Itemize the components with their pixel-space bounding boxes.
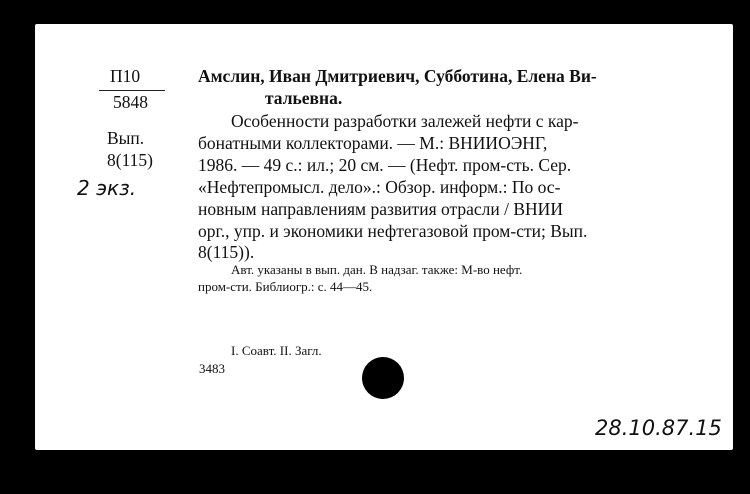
author-heading-line1: Амслин, Иван Дмитриевич, Субботина, Елена Ви-	[198, 66, 597, 86]
catalog-card	[35, 24, 733, 450]
body-line-1: Особенности разработки залежей нефти с кар-	[231, 111, 579, 131]
issue-label: Вып.	[107, 128, 145, 148]
body-line-6: орг., упр. и экономики нефтегазовой пром-сти; Вып.	[198, 221, 588, 241]
note-line-2: пром-сти. Библиогр.: с. 44—45.	[198, 279, 373, 294]
shelfmark-class: П10	[110, 66, 141, 86]
tracing: I. Соавт. II. Загл.	[231, 343, 322, 358]
copies-handwritten-note: 2 экз.	[77, 176, 137, 200]
body-line-4: «Нефтепромысл. дело».: Обзор. информ.: По ос-	[198, 177, 561, 197]
body-line-3: 1986. — 49 с.: ил.; 20 см. — (Нефт. пром-сть. Сер.	[198, 155, 572, 175]
date-stamp-handwritten: 28.10.87.15	[595, 416, 722, 440]
body-line-5: новным направлениям развития отрасли / ВНИИ	[198, 199, 563, 219]
body-line-7: 8(115)).	[198, 242, 255, 262]
card-number: 3483	[199, 361, 225, 376]
shelfmark-number: 5848	[113, 92, 148, 112]
body-line-2: бонатными коллекторами. — М.: ВНИИОЭНГ,	[198, 133, 548, 153]
author-heading-line2: тальевна.	[265, 88, 343, 108]
punch-hole	[362, 357, 404, 399]
issue-value: 8(115)	[107, 150, 154, 170]
note-line-1: Авт. указаны в вып. дан. В надзаг. также: М-во нефт.	[231, 262, 523, 277]
